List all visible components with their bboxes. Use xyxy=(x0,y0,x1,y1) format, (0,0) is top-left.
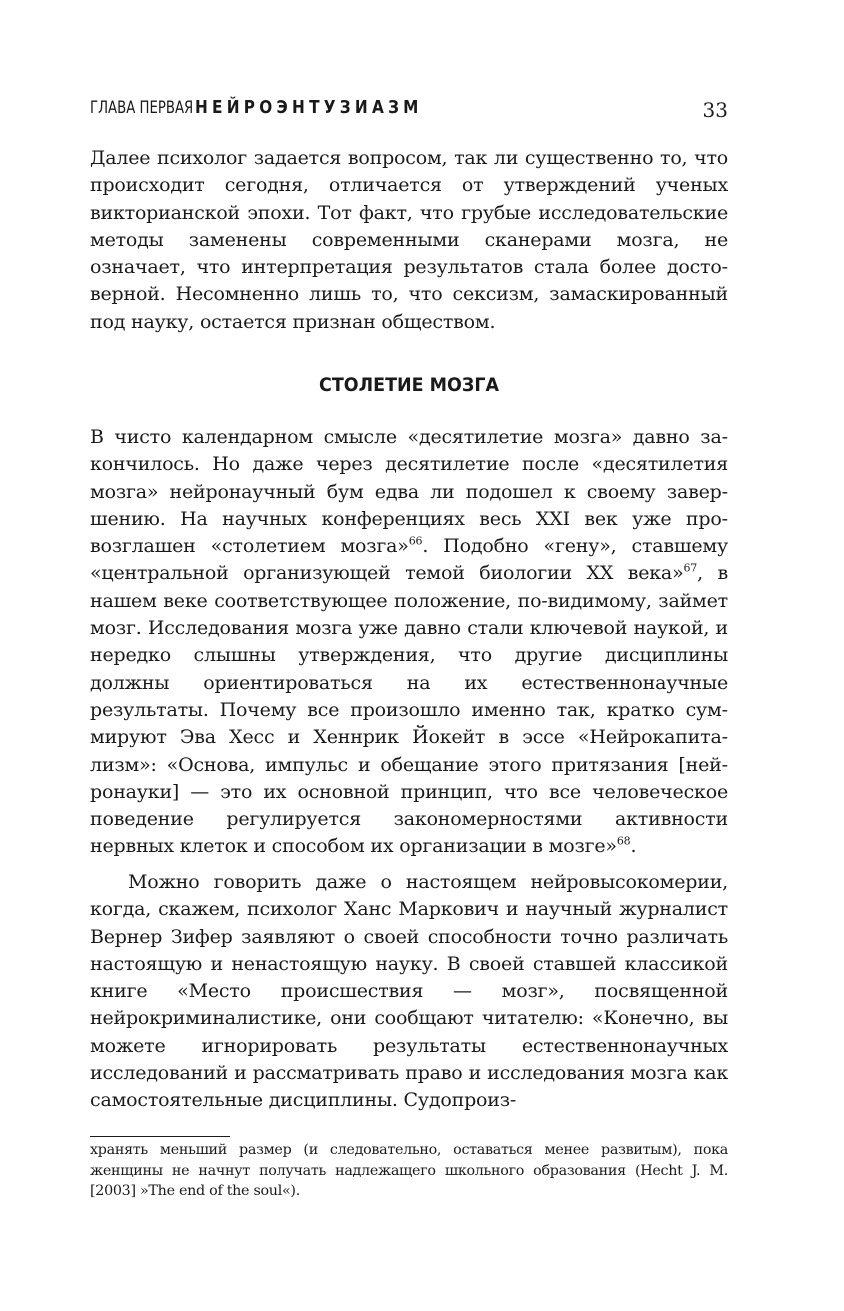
chapter-label: ГЛАВА ПЕРВАЯ xyxy=(90,98,194,118)
footnote-ref: 66 xyxy=(408,534,423,548)
section-heading: СТОЛЕТИЕ МОЗГА xyxy=(318,374,499,396)
footnote-ref: 67 xyxy=(683,562,698,576)
paragraph-text-part: . Подобно «гену», ставшему «центральной организующей темой биологии XX века» xyxy=(90,535,728,585)
running-head xyxy=(90,94,728,126)
paragraph-text-part: В чисто календарном смысле «десятилетие мозга» давно закончилось. Но даже через десятилетие после «десятилетия мозга» нейронаучный бум едва ли подошел к своему завершению. На научных конференциях весь XXI век уже провозглашен «столетием мозга» xyxy=(90,426,728,558)
paragraph-brain-century xyxy=(90,424,728,861)
page-number: 33 xyxy=(702,98,728,122)
paragraph-neuro-arrogance: Можно говорить даже о настоящем нейровысокомерии, когда, скажем, психолог Ханс Маркович и научный журналист Вернер Зифер заявляют о своей способности точно различать настоящую и ненастоящую науку. В своей ставшей классикой книге «Место происшествия — мозг», посвященной нейрокриминалистике, они сообщают читателю: «Конечно, вы можете игнорировать результаты естественнонаучных исследований и рассматривать право и исследования мозга как самостоятельные дисциплины. Судопроиз- xyxy=(90,871,728,1112)
paragraph-text-part: . xyxy=(630,835,637,858)
footnote-divider xyxy=(90,1136,230,1137)
footnote-ref: 68 xyxy=(616,835,631,849)
footnote-text: хранять меньший размер (и следовательно, оставаться менее развитым), пока женщины не начнут получать надлежащего школьного образования (Hecht J. M. [2003] »The end of the soul«). xyxy=(90,1142,728,1199)
chapter-title: НЕЙРОЭНТУЗИАЗМ xyxy=(195,97,423,118)
paragraph-text-part: , в нашем веке соответствующее положение, по-видимому, займет мозг. Исследования мозга уже давно стали ключевой наукой, и нередко слышны утверждения, что другие дисциплины должны ориентироваться на их естественнонаучные результаты. Почему все произошло именно так, кратко суммируют Эва Хесс и Хеннрик Йокейт в эссе «Нейрокапитализм»: «Основа, импульс и обещание этого притязания [нейронауки] — это их основной принцип, что все человеческое поведение регулируется закономерностями активности нервных клеток и способом их организации в мозге» xyxy=(90,562,728,858)
paragraph-intro: Далее психолог задается вопросом, так ли существенно то, что происходит сегодня, отличается от утверждений ученых викторианской эпохи. Тот факт, что грубые исследовательские методы заменены современными сканерами мозга, не означает, что интерпретация результатов стала более достоверной. Несомненно лишь то, что сексизм, замаскированный под науку, остается признан обществом. xyxy=(90,147,728,333)
